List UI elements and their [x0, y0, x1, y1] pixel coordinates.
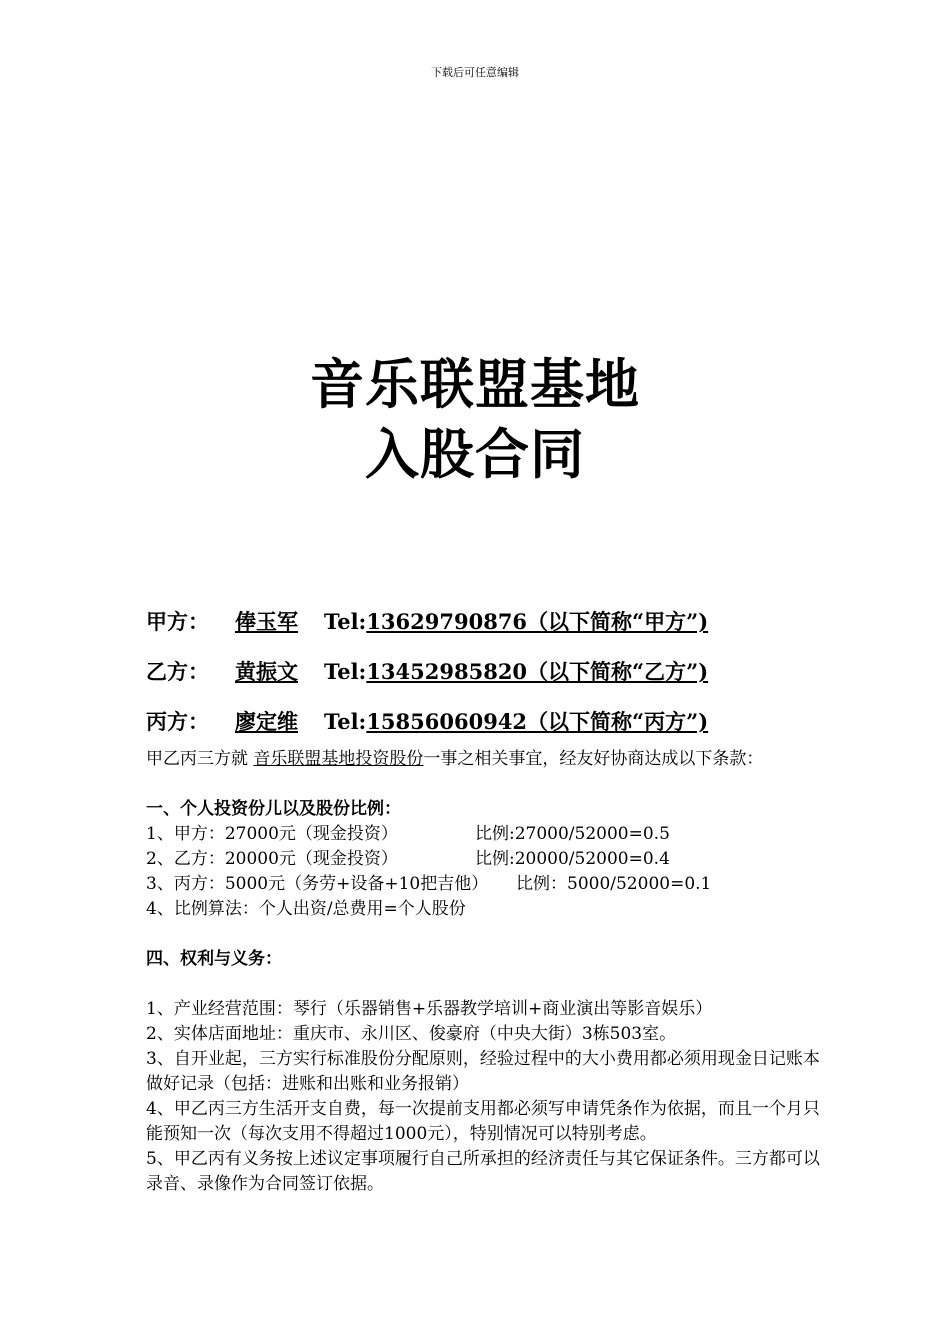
clause-item: 1、产业经营范围：琴行（乐器销售+乐器教学培训+商业演出等影音娱乐） — [146, 999, 713, 1019]
document-title — [0, 350, 950, 490]
intro-subject: 音乐联盟基地投资股份 — [253, 749, 424, 769]
party-alias: （以下简称“甲方”) — [527, 609, 709, 634]
intro-paragraph — [146, 747, 826, 772]
party-role: 乙方： — [146, 659, 209, 684]
party-alias: （以下简称“乙方”) — [527, 659, 709, 684]
tel-label: Tel: — [324, 709, 367, 734]
tel-number: 15856060942 — [366, 709, 528, 734]
ratio-party-investment: 1、甲方：27000元（现金投资） — [146, 824, 398, 844]
intro-suffix: 一事之相关事宜，经友好协商达成以下条款： — [423, 749, 764, 769]
ratio-row — [146, 847, 826, 872]
header-note: 下载后可任意编辑 — [431, 66, 519, 79]
party-name: 俸玉军 — [235, 609, 298, 634]
contract-body — [146, 747, 826, 1197]
title-line-2: 入股合同 — [365, 423, 585, 486]
tel-number: 13452985820 — [366, 659, 528, 684]
title-line-1: 音乐联盟基地 — [310, 353, 640, 416]
ratio-value: 比例:27000/52000=0.5 — [475, 824, 670, 844]
clause-item: 2、实体店面地址：重庆市、永川区、俊豪府（中央大街）3栋503室。 — [146, 1024, 677, 1044]
clause-item: 5、甲乙丙有义务按上述议定事项履行自己所承担的经济责任与其它保证条件。三方都可以录音、录像作为合同签订依据。 — [146, 1149, 820, 1194]
ratio-value: 比例:20000/52000=0.4 — [475, 849, 670, 869]
ratio-party-investment: 3、丙方：5000元（务劳+设备+10把吉他） — [146, 874, 489, 894]
section-4-title: 四、权利与义务： — [146, 949, 282, 969]
tel-label: Tel: — [324, 609, 367, 634]
party-c-line — [146, 708, 708, 736]
party-name: 廖定维 — [235, 709, 298, 734]
ratio-value: 比例：5000/52000=0.1 — [516, 874, 712, 894]
clause-item: 4、甲乙丙三方生活开支自费，每一次提前支用都必须写申请凭条作为依据，而且一个月只能预知一次（每次支用不得超过1000元），特别情况可以特别考虑。 — [146, 1099, 820, 1144]
intro-prefix: 甲乙丙三方就 — [146, 749, 254, 769]
ratio-row — [146, 872, 826, 897]
clause-item: 3、自开业起，三方实行标准股份分配原则，经验过程中的大小费用都必须用现金日记账本做好记录（包括：进账和出账和业务报销） — [146, 1049, 820, 1094]
party-alias: （以下简称“丙方”) — [527, 709, 709, 734]
tel-label: Tel: — [324, 659, 367, 684]
section-1-title: 一、个人投资份儿以及股份比例： — [146, 799, 401, 819]
party-role: 甲方： — [146, 609, 209, 634]
party-b-line — [146, 658, 708, 686]
tel-number: 13629790876 — [366, 609, 528, 634]
ratio-party-investment: 2、乙方：20000元（现金投资） — [146, 849, 398, 869]
party-a-line — [146, 608, 708, 636]
ratio-row — [146, 822, 826, 847]
party-role: 丙方： — [146, 709, 209, 734]
ratio-method: 4、比例算法：个人出资/总费用=个人股份 — [146, 899, 466, 919]
party-name: 黄振文 — [235, 659, 298, 684]
